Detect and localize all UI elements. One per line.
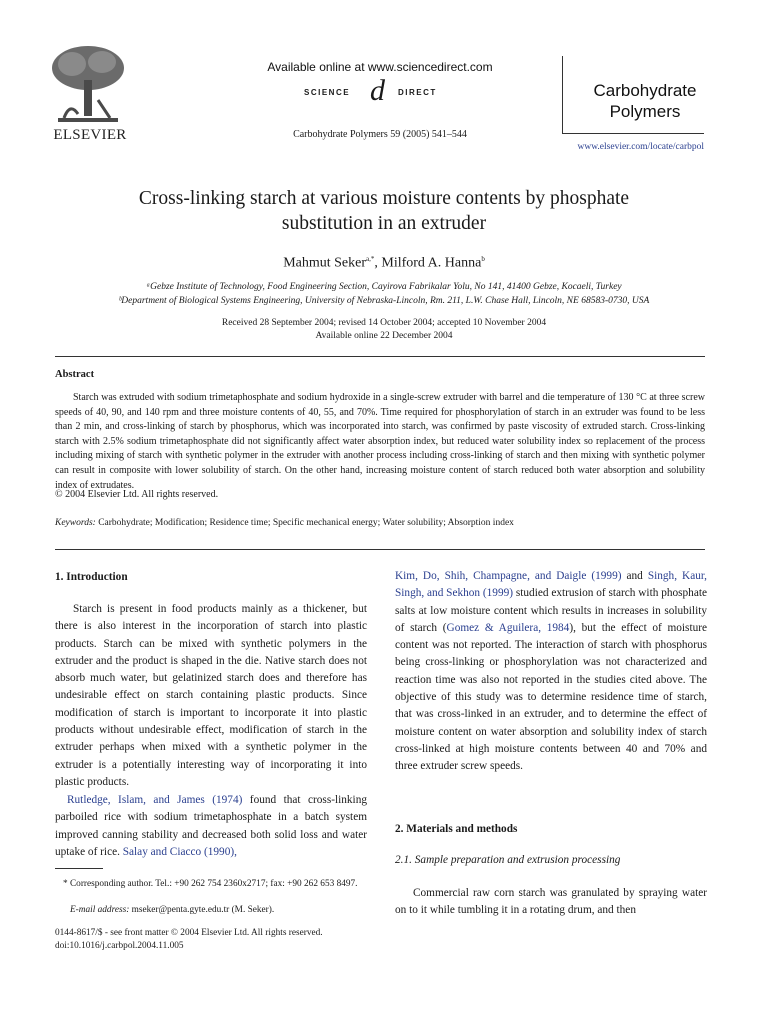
- footnote-email-address: mseker@penta.gyte.edu.tr (M. Seker).: [129, 905, 275, 915]
- publisher-name: ELSEVIER: [53, 127, 127, 143]
- received-dates: Received 28 September 2004; revised 14 October 2004; accepted 10 November 2004: [221, 318, 547, 328]
- footnote-email: [55, 904, 367, 917]
- right-paragraph-1-text-2: ), but the effect of moisture content was not reported. The interaction of starch with phosphorus being cross-linking or phosphorylation was not characterized and reaction time was also not reported in the studies cited above. The objective of this study was to determine residence time of starch, that was cross-linked in an extruder, and to determine the effect of moisture content on water absorption and solubility index of starch cross-linked at high moisture contents between 40 and 70% and three extruder screw speeds.: [395, 621, 708, 773]
- intro-heading: 1. Introduction: [55, 571, 128, 583]
- footnote-rule: [55, 868, 103, 869]
- article-title-line1: Cross-linking starch at various moisture contents by phosphate: [138, 188, 630, 209]
- footnote-email-label: E-mail address:: [70, 905, 130, 915]
- journal-box-rule-vertical: [562, 56, 563, 134]
- abstract-copyright: © 2004 Elsevier Ltd. All rights reserved.: [55, 489, 219, 500]
- author-1-affil: a,*: [366, 255, 375, 263]
- journal-title-line1: Carbohydrate: [593, 81, 697, 100]
- footnote-issn: 0144-8617/$ - see front matter © 2004 Elsevier Ltd. All rights reserved.: [55, 928, 323, 938]
- methods-paragraph-1: Commercial raw corn starch was granulated by spraying water on to it while tumbling it in a rotating drum, and then: [395, 887, 707, 917]
- article-title: [60, 186, 708, 236]
- body-top-rule: [55, 549, 705, 550]
- journal-box-rule-horizontal: [562, 133, 704, 134]
- intro-paragraph-2-text: found that cross-linking parboiled rice with sodium trimetaphosphate in a batch system improved canning stability and decreased both solid loss and water uptake of rice.: [55, 794, 367, 858]
- journal-reference: Carbohydrate Polymers 59 (2005) 541–544: [293, 129, 467, 140]
- journal-url-link[interactable]: www.elsevier.com/locate/carbpol: [577, 142, 704, 152]
- author-1: Mahmut Seker: [283, 255, 367, 271]
- affiliation-a: ᵃGebze Institute of Technology, Food Engineering Section, Cayirova Fabrikalar Yolu, No 141, 41400 Gebze, Kocaeli, Turkey: [146, 282, 622, 292]
- journal-title-line2: Polymers: [609, 102, 681, 121]
- abstract-top-rule: [55, 356, 705, 357]
- sd-mark-icon: d: [370, 74, 385, 107]
- methods-heading: 2. Materials and methods: [395, 823, 518, 835]
- keywords-label: Keywords:: [55, 518, 96, 528]
- keywords-text: Carbohydrate; Modification; Residence time; Specific mechanical energy; Water solubility; Absorption index: [98, 518, 514, 528]
- keywords: [55, 518, 705, 528]
- abstract-text: Starch was extruded with sodium trimetaphosphate and sodium hydroxide in a single-screw extruder with barrel and die temperature of 130 °C at three screw speeds of 40, 90, and 140 rpm and three moisture contents of 40, 55, and 70%. Time required for phosphorylation of starch in an extruder was found to be less than 2 min, and cross-linking of starch by phosphorus, which was incorporated into starch, was confirmed by paste viscosity of extruded starch. Cross-linking starch with 2.5% sodium trimetaphosphate did not significantly affect water absorption index, but reduced water solubility index so replacement of the process including mixing of starch with synthetic polymer in the extruder with another process including cross-linking of starch and then mixing with synthetic polymer can result in composite with lower solubility of starch. On the other hand, increasing moisture content of starch reduced both water absorption and solubility index of extrudates.: [55, 392, 705, 491]
- citation-singh-link[interactable]: Singh, Kaur, Singh, and Sekhon (1999): [395, 570, 707, 600]
- footnote-corresponding: * Corresponding author. Tel.: +90 262 754 2360x2717; fax: +90 262 653 8497.: [63, 879, 358, 889]
- sd-left-text: SCIENCE: [304, 88, 351, 97]
- journal-title: [570, 80, 720, 122]
- right-paragraph-1: [395, 568, 707, 776]
- citation-salay-link[interactable]: Salay and Ciacco (1990),: [122, 845, 237, 858]
- elsevier-tree-logo-icon: [48, 44, 128, 124]
- affiliation-b: ᵇDepartment of Biological Systems Engineering, University of Nebraska-Lincoln, Rm. 211, L.W. Chase Hall, Lincoln, NE 68583-0730, USA: [118, 296, 650, 306]
- methods-subheading: 2.1. Sample preparation and extrusion processing: [395, 854, 621, 866]
- sciencedirect-logo: [270, 74, 490, 108]
- right-paragraph-1-text: studied extrusion of starch with phosphate salts at low moisture content which results in increases in solubility of starch (: [395, 587, 707, 634]
- citation-rutledge-link[interactable]: Rutledge, Islam, and James (1974): [67, 794, 243, 806]
- right-and-text: and: [621, 570, 648, 582]
- footnote-doi: doi:10.1016/j.carbpol.2004.11.005: [55, 941, 184, 951]
- author-2: Milford A. Hanna: [381, 255, 482, 271]
- citation-kim-link[interactable]: Kim, Do, Shih, Champagne, and Daigle (1999): [395, 570, 622, 582]
- author-separator: ,: [374, 255, 382, 271]
- abstract-heading: Abstract: [55, 369, 95, 380]
- intro-paragraph-2: [55, 792, 367, 861]
- citation-gomez-link[interactable]: Gomez & Aguilera, 1984: [446, 621, 570, 634]
- available-date: Available online 22 December 2004: [315, 331, 453, 341]
- author-2-affil: b: [481, 255, 485, 263]
- available-online-text: Available online at www.sciencedirect.com: [267, 60, 493, 74]
- intro-paragraph-1: Starch is present in food products mainly as a thickener, but there is also interest in the incorporation of starch into plastic products. Starch can be mixed with synthetic polymers in the extruder and the product is shaped in the die. Native starch does not absorb much water, but gelatinized starch does and therefore has undesirable effect on starch containing plastic products. Since modification of starch is important to incorporate it into plastic products without undesirable effect, modification of starch in the extruder perhaps when mixed with a synthetic polymer in the extruder is a potentially interesting way of incorporating it into plastic products.: [55, 603, 367, 788]
- article-title-line2: substitution in an extruder: [281, 213, 487, 234]
- sd-right-text: DIRECT: [398, 88, 437, 97]
- author-list: [60, 255, 708, 272]
